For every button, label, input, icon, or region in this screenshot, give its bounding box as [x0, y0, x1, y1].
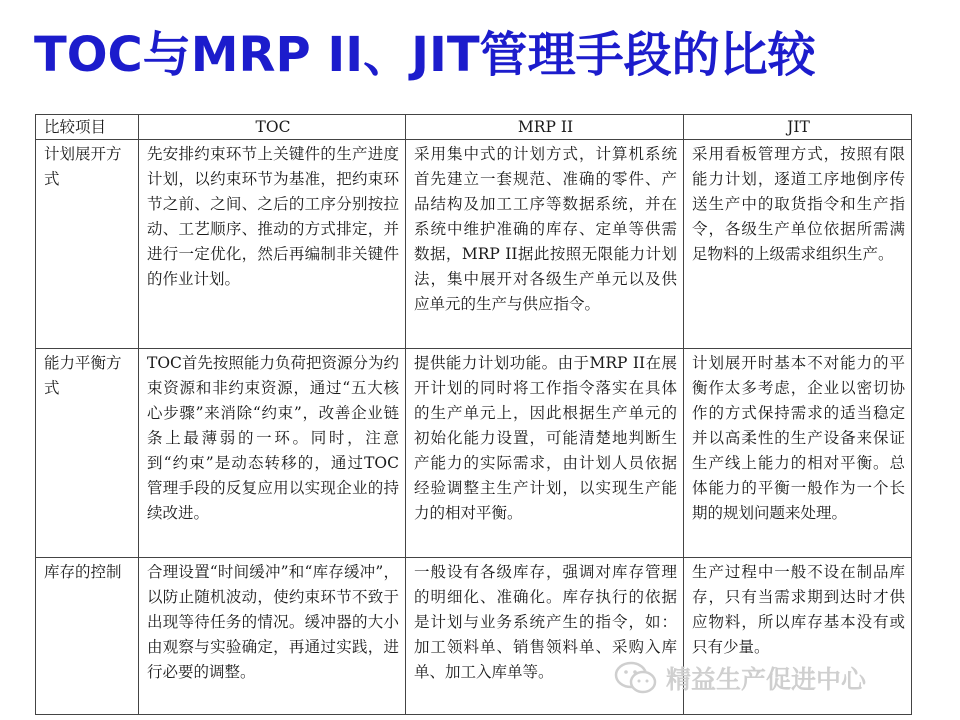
watermark	[614, 656, 934, 700]
header-toc: TOC	[139, 115, 406, 140]
header-mrp: MRP II	[406, 115, 684, 140]
row-label: 能力平衡方式	[36, 349, 139, 558]
jit-cell: 计划展开时基本不对能力的平衡作太多考虑，企业以密切协作的方式保持需求的适当稳定并以高柔性的生产设备来保证生产线上能力的相对平衡。总体能力的平衡一般作为一个长期的规划问题来处理。	[684, 349, 912, 558]
toc-cell: 先安排约束环节上关键件的生产进度计划，以约束环节为基准，把约束环节之前、之间、之后的工序分别按拉动、工艺顺序、推动的方式排定，并进行一定优化，然后再编制非关键件的作业计划。	[139, 140, 406, 349]
comparison-table	[35, 114, 912, 715]
mrp-cell: 采用集中式的计划方式，计算机系统首先建立一套规范、准确的零件、产品结构及加工工序等数据系统，并在系统中维护准确的库存、定单等供需数据，MRP II据此按照无限能力计划法，集中展开对各级生产单元以及供应单元的生产与供应指令。	[406, 140, 684, 349]
jit-cell: 生产过程中一般不设在制品库存，只有当需求期到达时才供应物料，所以库存基本没有或只有少量。	[684, 558, 912, 715]
watermark-text: 精益生产促进中心	[666, 665, 867, 694]
toc-cell: TOC首先按照能力负荷把资源分为约束资源和非约束资源，通过“五大核心步骤”来消除“约束”，改善企业链条上最薄弱的一环。同时，注意到“约束”是动态转移的，通过TOC管理手段的反复应用以实现企业的持续改进。	[139, 349, 406, 558]
header-jit: JIT	[684, 115, 912, 140]
row-label: 库存的控制	[36, 558, 139, 715]
mrp-cell: 一般设有各级库存，强调对库存管理的明细化、准确化。库存执行的依据是计划与业务系统产生的指令，如：加工领料单、销售领料单、采购入库单、加工入库单等。	[406, 558, 684, 715]
toc-cell: 合理设置“时间缓冲”和“库存缓冲”，以防止随机波动，使约束环节不致于出现等待任务的情况。缓冲器的大小由观察与实验确定，再通过实践，进行必要的调整。	[139, 558, 406, 715]
table-row	[36, 349, 912, 558]
page-title: TOC与MRP II、JIT管理手段的比较	[34, 27, 816, 83]
header-compare-item: 比较项目	[36, 115, 139, 140]
row-label: 计划展开方式	[36, 140, 139, 349]
table-header-row	[36, 115, 912, 140]
table-row	[36, 140, 912, 349]
jit-cell: 采用看板管理方式，按照有限能力计划，逐道工序地倒序传送生产中的取货指令和生产指令，各级生产单位依据所需满足物料的上级需求组织生产。	[684, 140, 912, 349]
mrp-cell: 提供能力计划功能。由于MRP II在展开计划的同时将工作指令落实在具体的生产单元上，因此根据生产单元的初始化能力设置，可能清楚地判断生产能力的实际需求，由计划人员依据经验调整主生产计划，以实现生产能力的相对平衡。	[406, 349, 684, 558]
wechat-icon	[614, 660, 658, 696]
